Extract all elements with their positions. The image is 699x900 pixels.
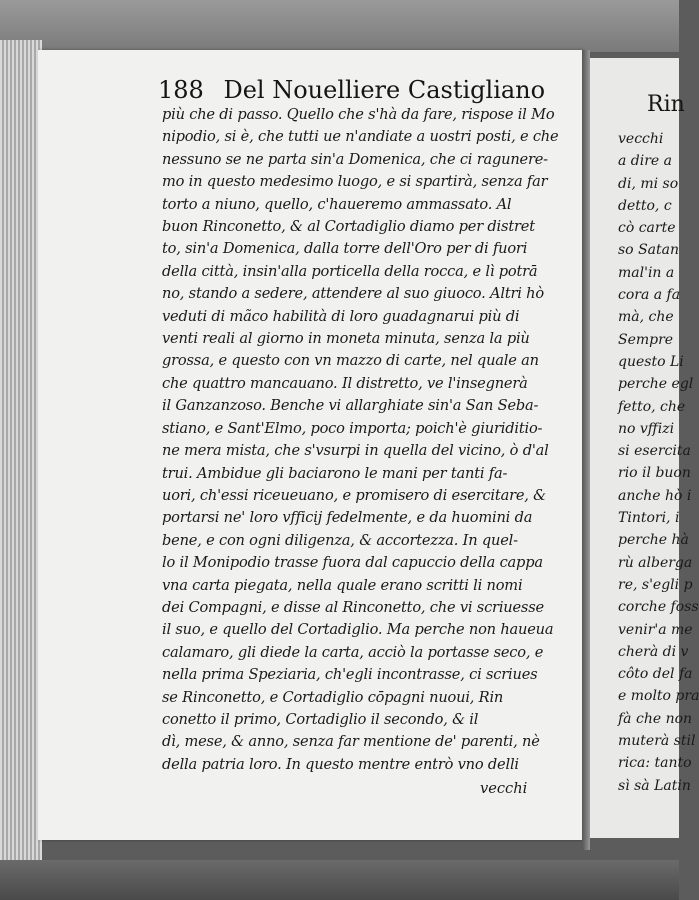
text-line: conetto il primo, Cortadiglio il secondo, & il [162,710,479,728]
text-line: di, mi so [618,175,679,192]
text-line: venti reali al giorno in moneta minuta, senza la più [162,330,530,348]
text-line: no vffizi [618,420,675,437]
facing-running-head: Rin [647,92,685,117]
text-line: mo in questo medesimo luogo, e si spartirà, senza far [162,173,548,191]
page-header [158,76,546,106]
text-line: calamaro, gli diede la carta, acciò la portasse seco, e [162,643,544,661]
text-line: cò carte [618,220,676,237]
text-line: perche hà [618,532,689,549]
text-line: Tintori, i [618,510,680,527]
text-line: re, s'egli p [618,576,693,593]
text-line: il suo, e quello del Cortadiglio. Ma perche non haueua [162,621,554,639]
page-number: 188 [158,76,204,104]
text-line: cherà di v [618,643,689,660]
text-line: venir'a me [618,621,693,638]
text-line: cora a fa [618,287,681,304]
scan-background-bottom [0,860,679,900]
text-line: to, sin'a Domenica, dalla torre dell'Oro per di fuori [162,240,528,258]
text-line: mal'in a [618,264,675,281]
text-line: più che di passo. Quello che s'hà da fare, rispose il Mo [162,106,555,123]
text-line: fà che non [618,710,693,727]
text-line: corche foss [618,599,699,616]
text-line: côto del fa [618,666,693,683]
text-line: muterà stil [618,733,696,750]
text-line: il Ganzanzoso. Benche vi allarghiate sin'a San Seba- [162,397,539,415]
text-line: torto a niuno, quello, c'haueremo ammassato. Al [162,195,512,213]
text-line: dei Compagni, e disse al Rinconetto, che vi scriuesse [162,598,544,616]
text-line: veduti di mãco habilità di loro guadagnarui più di [162,307,520,325]
text-line: Sempre [618,331,674,348]
text-line: si esercita [618,443,691,460]
text-line: stiano, e Sant'Elmo, poco importa; poich'è giuriditio- [162,419,543,437]
text-line: rica: tanto [618,755,692,772]
text-line: bene, e con ogni diligenza, & accortezza. In quel- [162,531,518,549]
text-line: lo il Monipodio trasse fuora dal capuccio della cappa [162,554,543,572]
text-line: so Satan [618,242,679,259]
text-line: grossa, e questo con vn mazzo di carte, nel quale an [162,352,539,370]
text-line: nessuno se ne parta sin'a Domenica, che ci ragunere- [162,150,548,168]
text-line: rù alberga [618,554,693,571]
text-line: no, stando a sedere, attendere al suo giuoco. Altri hò [162,285,544,303]
text-line: anche hò i [618,487,692,504]
scan-background-top [0,0,679,52]
text-line: della città, insin'alla porticella della rocca, e lì potrā [162,262,538,280]
text-line: sì sà Latin [618,777,691,794]
text-line: vna carta piegata, nella quale erano scritti li nomi [162,576,523,594]
book-gutter [582,50,590,850]
text-line: ne mera mista, che s'vsurpi in quella del vicino, ò d'al [162,442,549,460]
page-body-text [162,104,558,776]
text-line: dì, mese, & anno, senza far mentione de' parenti, nè [162,733,540,751]
text-line: nipodio, si è, che tutti ue n'andiate a uostri posti, e che [162,128,559,146]
text-line: se Rinconetto, e Cortadiglio cōpagni nuoui, Rin [162,688,504,706]
text-line: vecchi [618,131,664,147]
text-line: rio il buon [618,465,691,482]
text-line: e molto pra [618,688,699,705]
text-line: portarsi ne' loro vfficij fedelmente, e da huomini da [162,509,533,527]
running-head: Del Nouelliere Castigliano [223,76,546,104]
catchword: vecchi [480,780,528,797]
text-line: uori, ch'essi riceueuano, e promisero di esercitare, & [162,486,546,504]
text-line: questo Li [618,353,684,370]
text-line: buon Rinconetto, & al Cortadiglio diamo per distret [162,218,535,236]
text-line: detto, c [618,197,672,214]
text-line: trui. Ambidue gli baciarono le mani per tanti fa- [162,464,508,482]
text-line: a dire a [618,153,673,170]
text-line: della patria loro. In questo mentre entrò vno delli [162,755,519,773]
text-line: perche egl [618,376,694,393]
book-page-edges [0,40,42,870]
facing-page-body-text [618,128,699,797]
text-line: che quattro mancauano. Il distretto, ve l'insegnerà [162,374,528,392]
text-line: fetto, che [618,398,686,415]
text-line: nella prima Speziaria, ch'egli incontrasse, ci scriues [162,666,538,684]
text-line: mà, che [618,309,674,326]
